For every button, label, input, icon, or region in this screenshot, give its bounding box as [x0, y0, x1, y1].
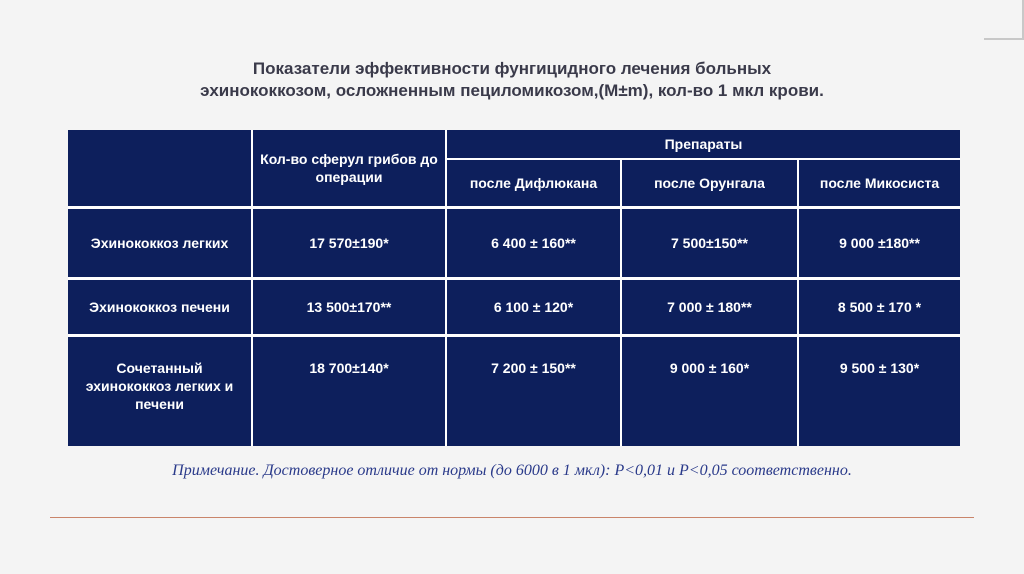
row-2-label: Эхинококкоз печени [89, 299, 230, 315]
results-table [68, 130, 960, 446]
row-3-spores: 18 700±140* [309, 360, 389, 376]
row-3-orungal: 9 000 ± 160* [669, 360, 750, 376]
title-line-2: эхинококкозом, осложненным пециломикозом,(M±m), кол-во 1 мкл крови. [200, 81, 824, 100]
row-1-mycosyst: 9 000 ±180** [839, 235, 920, 251]
subheader-label-3: после Микосиста [819, 175, 940, 191]
row-3-label: Сочетанный эхинококкоз легких и печени [85, 360, 234, 412]
row-1-value-cell [253, 209, 445, 277]
footnote: Примечание. Достоверное отличие от нормы (до 6000 в 1 мкл): P<0,01 и P<0,05 соответственно. [172, 462, 852, 479]
corner-decoration-horizontal [984, 38, 1024, 40]
row-1-value-cell [799, 209, 960, 277]
row-3-diflucan: 7 200 ± 150** [491, 360, 576, 376]
bottom-divider [50, 517, 974, 518]
header-spores-label: Кол-во сферул грибов до операции [260, 151, 438, 185]
subheader-label-2: после Орунгала [654, 175, 765, 191]
row-3-value-cell [447, 337, 620, 446]
row-3-label-cell [68, 337, 251, 446]
slide-title [0, 58, 1024, 102]
row-1-diflucan: 6 400 ± 160** [491, 235, 576, 251]
row-3-mycosyst: 9 500 ± 130* [839, 360, 920, 376]
row-1-label-cell [68, 209, 251, 277]
row-2-value-cell [447, 280, 620, 334]
row-2-label-cell [68, 280, 251, 334]
header-empty-cell [68, 130, 251, 206]
row-2-value-cell [799, 280, 960, 334]
subheader-cell-2 [622, 160, 797, 206]
row-3-value-cell [799, 337, 960, 446]
row-1-label: Эхинококкоз легких [90, 235, 229, 251]
row-1-value-cell [622, 209, 797, 277]
header-drugs-cell [447, 130, 960, 158]
row-2-diflucan: 6 100 ± 120* [493, 299, 574, 315]
row-1-value-cell [447, 209, 620, 277]
header-drugs-label: Препараты [664, 136, 743, 152]
row-2-mycosyst: 8 500 ± 170 * [837, 299, 922, 315]
subheader-label-1: после Дифлюкана [469, 175, 598, 191]
subheader-cell-1 [447, 160, 620, 206]
row-1-orungal: 7 500±150** [671, 235, 748, 251]
row-1-spores: 17 570±190* [309, 235, 389, 251]
row-2-value-cell [622, 280, 797, 334]
title-line-1: Показатели эффективности фунгицидного лечения больных [252, 59, 772, 78]
row-2-value-cell [253, 280, 445, 334]
header-spores-cell [253, 130, 445, 206]
row-2-spores: 13 500±170** [306, 299, 392, 315]
subheader-cell-3 [799, 160, 960, 206]
row-2-orungal: 7 000 ± 180** [667, 299, 752, 315]
row-3-value-cell [622, 337, 797, 446]
row-3-value-cell [253, 337, 445, 446]
